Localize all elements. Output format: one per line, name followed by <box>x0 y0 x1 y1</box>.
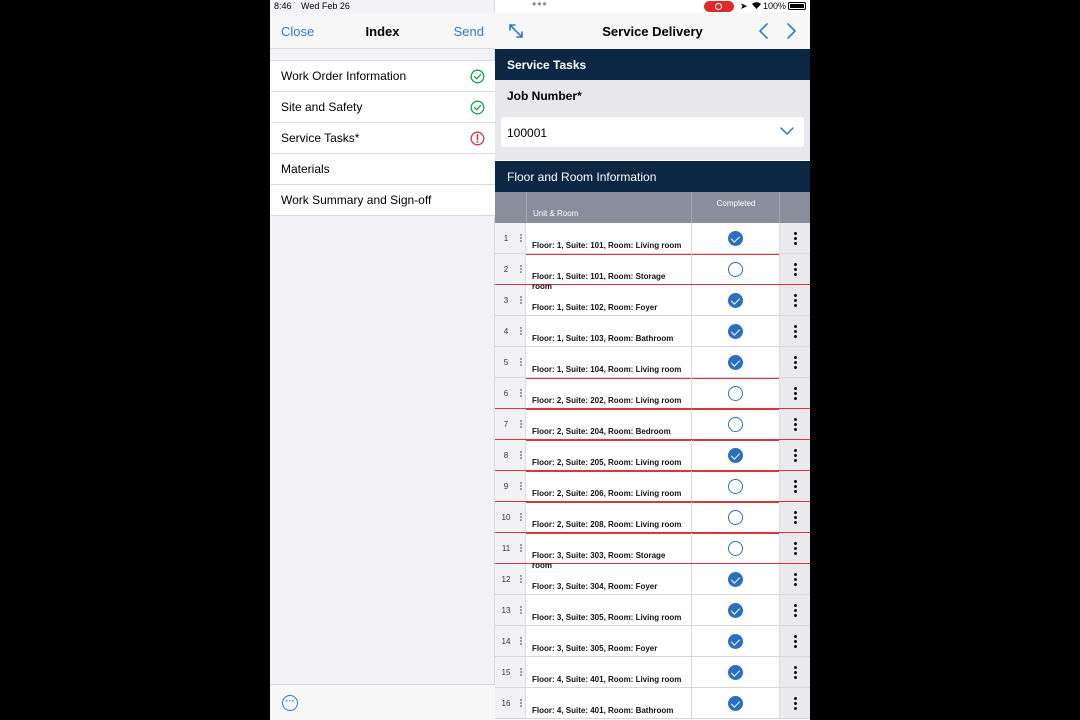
index-nav-bar <box>270 13 495 49</box>
row-completed-cell <box>691 533 779 563</box>
job-number-label: Job Number* <box>507 89 582 103</box>
index-item-label: Materials <box>281 162 330 176</box>
index-title: Index <box>365 24 400 39</box>
index-item-label: Site and Safety <box>281 100 363 114</box>
header-unit-label: Unit & Room <box>533 209 579 218</box>
drag-handle-icon[interactable] <box>520 482 522 490</box>
row-actions-cell[interactable] <box>779 626 810 656</box>
row-number: 11 <box>501 544 511 553</box>
row-completed-cell <box>691 378 779 408</box>
drag-handle-icon[interactable] <box>520 699 522 707</box>
alert-circle-icon <box>470 131 485 146</box>
form-pane <box>495 0 810 720</box>
status-time: 8:46 <box>274 1 292 11</box>
row-actions-cell[interactable] <box>779 688 810 718</box>
check-circle-icon <box>470 100 485 115</box>
table-row[interactable] <box>495 254 810 291</box>
drag-handle-icon[interactable] <box>520 265 522 273</box>
status-bar <box>270 0 810 13</box>
row-actions-cell[interactable] <box>779 595 810 625</box>
row-actions-cell[interactable] <box>779 316 810 346</box>
row-number-cell[interactable] <box>495 316 526 346</box>
more-vertical-icon[interactable] <box>794 387 797 400</box>
checked-checkbox[interactable] <box>728 231 743 246</box>
checked-checkbox[interactable] <box>728 324 743 339</box>
row-number: 14 <box>501 637 511 646</box>
row-completed-cell <box>691 626 779 656</box>
more-vertical-icon[interactable] <box>794 325 797 338</box>
more-vertical-icon[interactable] <box>794 573 797 586</box>
row-number-cell[interactable] <box>495 533 526 563</box>
row-completed-cell <box>691 595 779 625</box>
row-unit-room: Floor: 2, Suite: 202, Room: Living room <box>532 396 682 405</box>
index-list <box>270 60 495 216</box>
table-row[interactable] <box>495 502 810 533</box>
wifi-icon <box>751 0 762 10</box>
row-number-cell[interactable] <box>495 223 526 253</box>
row-number: 5 <box>503 358 509 367</box>
drag-handle-icon[interactable] <box>520 606 522 614</box>
row-number: 1 <box>503 234 509 243</box>
row-number: 7 <box>503 420 509 429</box>
more-vertical-icon[interactable] <box>794 635 797 648</box>
ipad-screen <box>270 0 810 720</box>
drag-handle-icon[interactable] <box>520 513 522 521</box>
checked-checkbox[interactable] <box>728 696 743 711</box>
header-actions-cell <box>779 192 810 223</box>
table-row[interactable] <box>495 657 810 688</box>
row-number-cell[interactable] <box>495 626 526 656</box>
more-vertical-icon[interactable] <box>794 232 797 245</box>
drag-handle-icon[interactable] <box>520 389 522 397</box>
header-number-cell <box>495 192 526 223</box>
row-unit-room: Floor: 3, Suite: 305, Room: Living room <box>532 613 682 622</box>
row-unit-room: Floor: 2, Suite: 206, Room: Living room <box>532 489 682 498</box>
index-item[interactable] <box>270 61 495 92</box>
row-actions-cell[interactable] <box>779 657 810 687</box>
row-unit-room: Floor: 2, Suite: 208, Room: Living room <box>532 520 682 529</box>
row-number: 4 <box>503 327 509 336</box>
row-completed-cell <box>691 688 779 718</box>
row-unit-room: Floor: 1, Suite: 101, Room: Storage room <box>532 272 666 291</box>
floor-section-title: Floor and Room Information <box>507 170 657 184</box>
drag-handle-icon[interactable] <box>520 296 522 304</box>
check-circle-icon <box>470 69 485 84</box>
row-number: 16 <box>501 699 511 708</box>
battery-percent: 100% <box>763 1 787 11</box>
index-item-label: Work Order Information <box>281 69 407 83</box>
chevron-left-icon[interactable] <box>757 22 771 40</box>
table-row[interactable] <box>495 533 810 570</box>
row-completed-cell <box>691 502 779 532</box>
drag-handle-icon[interactable] <box>520 451 522 459</box>
unchecked-checkbox[interactable] <box>728 417 743 432</box>
drag-handle-icon[interactable] <box>520 420 522 428</box>
table-row[interactable] <box>495 471 810 502</box>
checked-checkbox[interactable] <box>728 448 743 463</box>
more-vertical-icon[interactable] <box>794 511 797 524</box>
table-row[interactable] <box>495 688 810 719</box>
row-completed-cell <box>691 564 779 594</box>
row-actions-cell[interactable] <box>779 502 810 532</box>
floor-room-table <box>495 192 810 719</box>
unchecked-checkbox[interactable] <box>728 541 743 556</box>
drag-handle-icon[interactable] <box>520 575 522 583</box>
table-row[interactable] <box>495 378 810 409</box>
more-vertical-icon[interactable] <box>794 542 797 555</box>
table-row[interactable] <box>495 316 810 347</box>
drag-handle-icon[interactable] <box>520 358 522 366</box>
checked-checkbox[interactable] <box>728 603 743 618</box>
row-completed-cell <box>691 657 779 687</box>
drag-handle-icon[interactable] <box>520 234 522 242</box>
index-pane <box>270 0 495 720</box>
header-completed-label: Completed <box>716 199 756 208</box>
row-actions-cell[interactable] <box>779 378 810 408</box>
form-title: Service Delivery <box>602 24 703 39</box>
battery-icon <box>788 2 806 10</box>
table-row[interactable] <box>495 595 810 626</box>
section-title: Service Tasks <box>507 58 587 72</box>
status-date: Wed Feb 26 <box>301 1 350 11</box>
row-actions-cell[interactable] <box>779 471 810 501</box>
more-vertical-icon[interactable] <box>794 604 797 617</box>
floor-room-header <box>495 161 810 192</box>
row-completed-cell <box>691 409 779 439</box>
ellipsis-circle-icon[interactable]: ··· <box>282 695 298 711</box>
row-actions-cell[interactable] <box>779 409 810 439</box>
row-actions-cell[interactable] <box>779 533 810 563</box>
job-number-value: 100001 <box>507 126 548 140</box>
row-number: 13 <box>501 606 511 615</box>
location-arrow-icon: ➤ <box>740 1 748 11</box>
index-item[interactable] <box>270 92 495 123</box>
row-actions-cell[interactable] <box>779 285 810 315</box>
row-unit-room: Floor: 4, Suite: 401, Room: Living room <box>532 675 682 684</box>
row-unit-room: Floor: 2, Suite: 204, Room: Bedroom <box>532 427 671 436</box>
row-unit-room: Floor: 3, Suite: 304, Room: Foyer <box>532 582 658 591</box>
screen-recording-icon <box>704 1 734 12</box>
row-number-cell[interactable] <box>495 378 526 408</box>
drag-handle-icon[interactable] <box>520 544 522 552</box>
header-completed-cell <box>691 192 779 223</box>
table-row[interactable] <box>495 409 810 440</box>
row-unit-room: Floor: 2, Suite: 205, Room: Living room <box>532 458 682 467</box>
row-completed-cell <box>691 316 779 346</box>
more-vertical-icon[interactable] <box>794 263 797 276</box>
row-number-cell[interactable] <box>495 595 526 625</box>
row-number: 12 <box>501 575 511 584</box>
row-actions-cell[interactable] <box>779 254 810 284</box>
unchecked-checkbox[interactable] <box>728 510 743 525</box>
row-unit-room: Floor: 3, Suite: 303, Room: Storage room <box>532 551 666 570</box>
more-vertical-icon[interactable] <box>794 356 797 369</box>
row-unit-room: Floor: 1, Suite: 101, Room: Living room <box>532 241 682 250</box>
row-number-cell[interactable] <box>495 688 526 718</box>
table-row[interactable] <box>495 223 810 254</box>
index-bottom-bar <box>270 684 495 720</box>
row-number-cell[interactable] <box>495 285 526 315</box>
table-row[interactable] <box>495 440 810 471</box>
row-number-cell[interactable] <box>495 347 526 377</box>
more-vertical-icon[interactable] <box>794 418 797 431</box>
row-number-cell[interactable] <box>495 440 526 470</box>
table-body <box>495 223 810 719</box>
index-item[interactable] <box>270 154 495 185</box>
row-actions-cell[interactable] <box>779 440 810 470</box>
row-actions-cell[interactable] <box>779 347 810 377</box>
table-header <box>495 192 810 223</box>
drag-handle-icon[interactable] <box>520 637 522 645</box>
chevron-right-icon[interactable] <box>784 22 798 40</box>
row-completed-cell <box>691 254 779 284</box>
index-item-label: Service Tasks* <box>281 131 360 145</box>
multitask-dots[interactable]: ••• <box>532 0 548 11</box>
more-vertical-icon[interactable] <box>794 697 797 710</box>
unchecked-checkbox[interactable] <box>728 262 743 277</box>
checked-checkbox[interactable] <box>728 665 743 680</box>
row-number: 10 <box>501 513 511 522</box>
close-button[interactable]: Close <box>281 24 315 39</box>
chevron-down-icon <box>780 126 794 136</box>
job-number-select[interactable] <box>501 117 804 147</box>
row-unit-room: Floor: 1, Suite: 104, Room: Living room <box>532 365 682 374</box>
index-item[interactable] <box>270 185 495 216</box>
checked-checkbox[interactable] <box>728 634 743 649</box>
row-completed-cell <box>691 285 779 315</box>
row-number-cell[interactable] <box>495 409 526 439</box>
header-unit-cell <box>526 192 691 223</box>
row-number-cell[interactable] <box>495 657 526 687</box>
row-number: 3 <box>503 296 509 305</box>
service-tasks-header <box>495 49 810 80</box>
send-button[interactable]: Send <box>453 24 484 39</box>
row-number-cell[interactable] <box>495 564 526 594</box>
row-unit-room: Floor: 4, Suite: 401, Room: Bathroom <box>532 706 674 715</box>
row-number-cell[interactable] <box>495 254 526 284</box>
checked-checkbox[interactable] <box>728 293 743 308</box>
unchecked-checkbox[interactable] <box>728 479 743 494</box>
checked-checkbox[interactable] <box>728 355 743 370</box>
row-number-cell[interactable] <box>495 471 526 501</box>
row-completed-cell <box>691 223 779 253</box>
row-number: 9 <box>503 482 509 491</box>
drag-handle-icon[interactable] <box>520 327 522 335</box>
row-number-cell[interactable] <box>495 502 526 532</box>
row-completed-cell <box>691 440 779 470</box>
more-vertical-icon[interactable] <box>794 449 797 462</box>
more-vertical-icon[interactable] <box>794 666 797 679</box>
more-vertical-icon[interactable] <box>794 294 797 307</box>
table-row[interactable] <box>495 347 810 378</box>
table-row[interactable] <box>495 626 810 657</box>
form-nav-bar <box>495 13 810 49</box>
row-number: 15 <box>501 668 511 677</box>
row-unit-room: Floor: 1, Suite: 102, Room: Foyer <box>532 303 658 312</box>
row-actions-cell[interactable] <box>779 564 810 594</box>
drag-handle-icon[interactable] <box>520 668 522 676</box>
index-item-label: Work Summary and Sign-off <box>281 193 432 207</box>
row-number: 6 <box>503 389 509 398</box>
row-number: 2 <box>503 265 509 274</box>
more-vertical-icon[interactable] <box>794 480 797 493</box>
row-completed-cell <box>691 471 779 501</box>
row-completed-cell <box>691 347 779 377</box>
index-item[interactable] <box>270 123 495 154</box>
row-unit-room: Floor: 1, Suite: 103, Room: Bathroom <box>532 334 674 343</box>
row-unit-room: Floor: 3, Suite: 305, Room: Foyer <box>532 644 658 653</box>
checked-checkbox[interactable] <box>728 572 743 587</box>
job-number-area <box>495 80 810 160</box>
unchecked-checkbox[interactable] <box>728 386 743 401</box>
row-actions-cell[interactable] <box>779 223 810 253</box>
row-number: 8 <box>503 451 509 460</box>
